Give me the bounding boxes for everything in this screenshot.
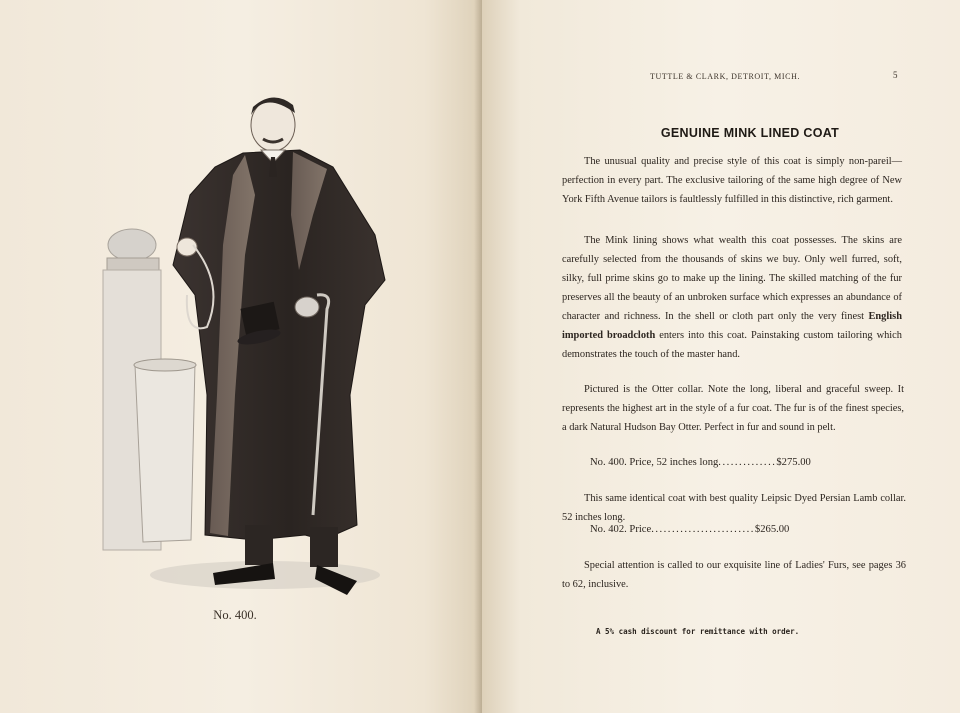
- figure-caption: No. 400.: [213, 608, 257, 622]
- paragraph-persian-lamb: This same identical coat with best quality Leipsic Dyed Persian Lamb collar. 52 inches long.: [562, 493, 906, 523]
- price-leader-dots: ..............: [718, 457, 777, 468]
- running-head: TUTTLE & CLARK, DETROIT, MICH.: [650, 72, 801, 81]
- page-number: 5: [893, 70, 898, 80]
- price-label: No. 400. Price, 52 inches long: [590, 457, 719, 468]
- paragraph-intro: The unusual quality and precise style of this coat is simply non-pareil—perfection in every part. The exclusive tailoring of the same high degree of New York Fifth Avenue tailors is faultlessly fulfilled in this distinctive, rich garment.: [562, 156, 902, 205]
- page-title: GENUINE MINK LINED COAT: [660, 126, 840, 140]
- discount-footnote: A 5% cash discount for remittance with order.: [596, 627, 800, 636]
- price-line-400: [590, 457, 811, 468]
- paragraph-mink-lining-start: The Mink lining shows what wealth this coat possesses. The skins are carefully selected from the thousands of skins we buy. Only well furred, soft, silky, full prime skins go to make up the lining. The skilled matching of the fur preserves all the beauty of an unbroken surface which expresses an abundance of character and richness. In the shell or cloth part only the very finest: [562, 235, 902, 322]
- price-value: $265.00: [754, 524, 790, 535]
- price-leader-dots: .........................: [651, 524, 755, 535]
- paragraph-otter-collar: Pictured is the Otter collar. Note the long, liberal and graceful sweep. It represents the highest art in the style of a fur coat. The fur is of the finest species, a dark Natural Hudson Bay Otter. Perfect in fur and sound in pelt.: [562, 384, 904, 433]
- man-in-mink-coat-illustration: [95, 95, 395, 605]
- price-label: No. 402. Price: [590, 524, 652, 535]
- price-value: $275.00: [776, 457, 811, 468]
- price-line-402: [590, 524, 789, 535]
- paragraph-mink-lining: [562, 231, 902, 364]
- paragraph-ladies-furs: Special attention is called to our exquisite line of Ladies' Furs, see pages 36 to 62, inclusive.: [562, 560, 906, 590]
- broadcloth-highlight: English imported broadcloth: [562, 311, 902, 341]
- paragraph-mink-lining-end: enters into this coat. Painstaking custom tailoring which demonstrates the touch of the master hand.: [562, 330, 902, 360]
